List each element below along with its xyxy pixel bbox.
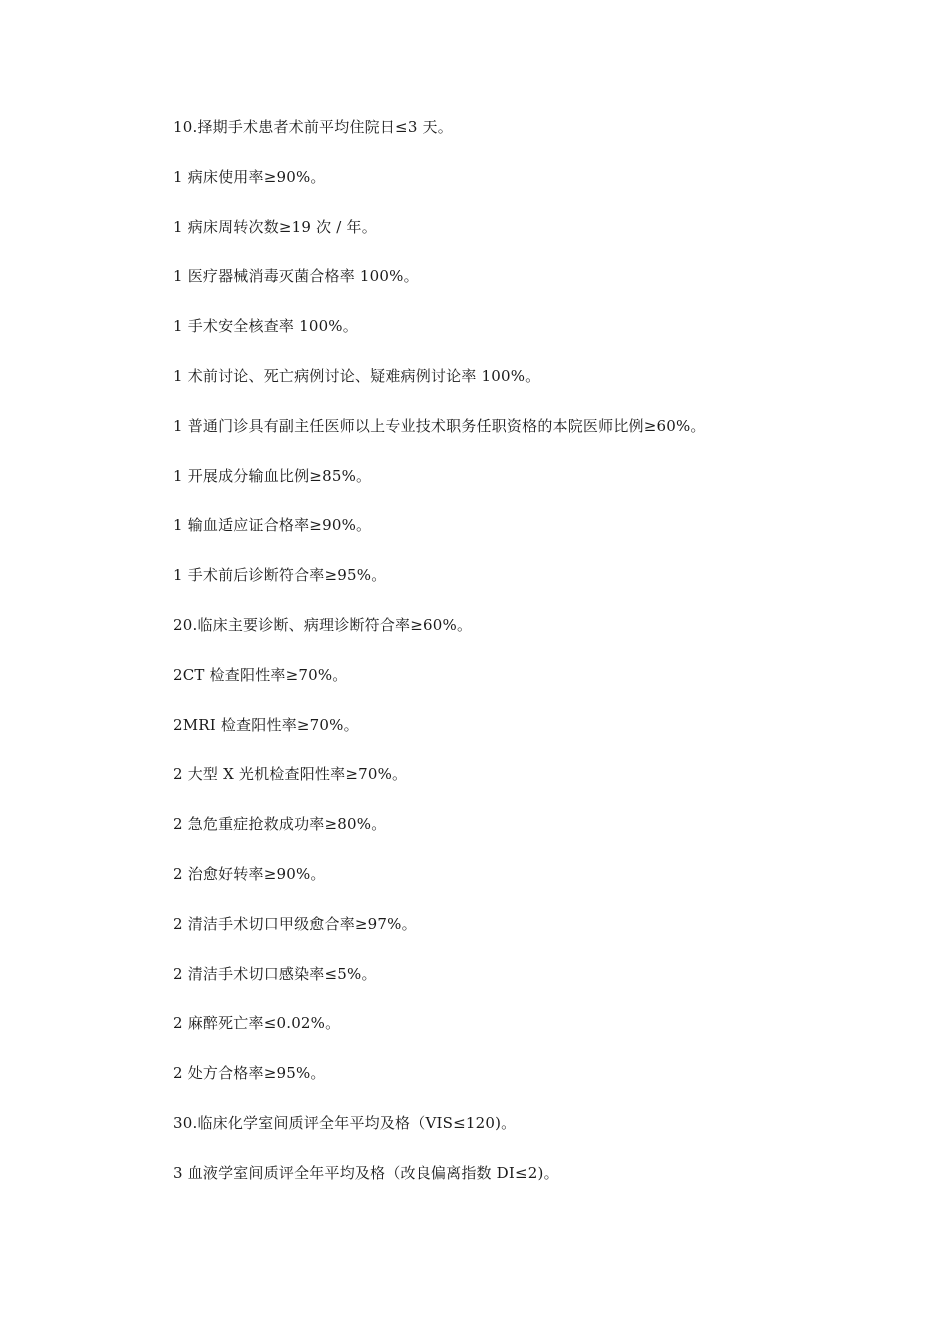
document-body — [173, 115, 913, 1211]
list-item: 1 开展成分输血比例≥85%。 — [173, 466, 372, 485]
list-item: 1 术前讨论、死亡病例讨论、疑难病例讨论率 100%。 — [173, 366, 541, 385]
list-item: 1 手术前后诊断符合率≥95%。 — [173, 566, 387, 585]
list-item: 2 清洁手术切口感染率≤5%。 — [173, 964, 377, 983]
list-item: 2MRI 检查阳性率≥70%。 — [173, 715, 359, 734]
list-item: 2 大型 X 光机检查阳性率≥70%。 — [173, 765, 408, 784]
list-item: 1 输血适应证合格率≥90%。 — [173, 516, 372, 535]
list-item: 20.临床主要诊断、病理诊断符合率≥60%。 — [173, 615, 473, 634]
list-item: 1 手术安全核查率 100%。 — [173, 317, 358, 336]
list-item: 1 医疗器械消毒灭菌合格率 100%。 — [173, 267, 419, 286]
list-item: 2CT 检查阳性率≥70%。 — [173, 665, 348, 684]
list-item: 2 治愈好转率≥90%。 — [173, 864, 326, 883]
list-item: 1 普通门诊具有副主任医师以上专业技术职务任职资格的本院医师比例≥60%。 — [173, 416, 706, 435]
list-item: 1 病床使用率≥90%。 — [173, 167, 326, 186]
list-item: 2 处方合格率≥95%。 — [173, 1064, 326, 1083]
list-item: 2 清洁手术切口甲级愈合率≥97%。 — [173, 914, 417, 933]
list-item: 30.临床化学室间质评全年平均及格（VIS≤120)。 — [173, 1113, 517, 1132]
list-item: 2 急危重症抢救成功率≥80%。 — [173, 815, 387, 834]
list-item: 3 血液学室间质评全年平均及格（改良偏离指数 DI≤2)。 — [173, 1163, 559, 1182]
list-item: 1 病床周转次数≥19 次 / 年。 — [173, 217, 377, 236]
list-item: 2 麻醉死亡率≤0.02%。 — [173, 1014, 341, 1033]
list-item: 10.择期手术患者术前平均住院日≤3 天。 — [173, 118, 453, 136]
